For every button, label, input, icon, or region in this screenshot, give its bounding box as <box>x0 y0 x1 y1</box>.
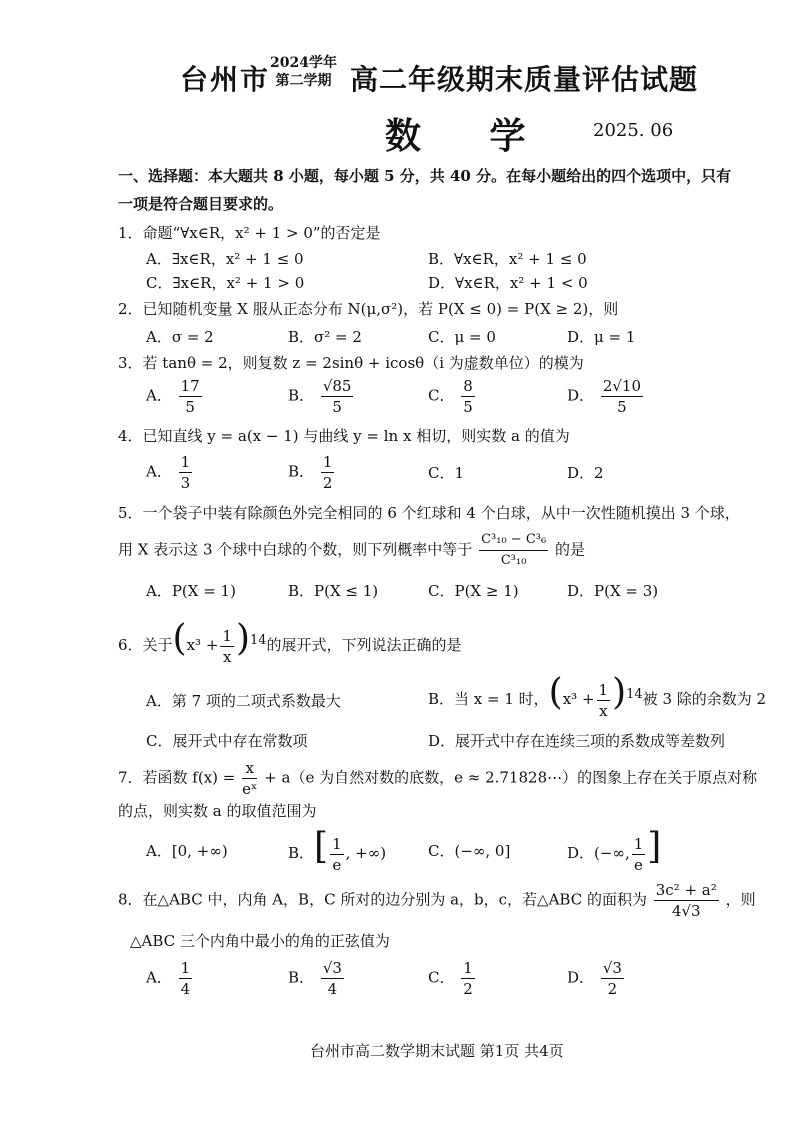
q4-option-a-label: A． <box>146 462 172 481</box>
q8-a-denominator: 4 <box>180 980 191 998</box>
q5-line2-post: 的是 <box>554 540 585 559</box>
q7-stem <box>118 758 757 799</box>
q7-fraction <box>242 758 257 799</box>
q3-a-denominator: 5 <box>185 398 195 416</box>
q4-stem: 4．已知直线 y = a(x − 1) 与曲线 y = ln x 相切，则实数 a 的值为 <box>118 427 570 445</box>
q6-option-d: D．展开式中存在连续三项的系数成等差数列 <box>428 732 726 750</box>
q5-line1: 5．一个袋子中装有除颜色外完全相同的 6 个红球和 4 个白球，从中一次性随机摸出 3 个球， <box>118 504 740 522</box>
q8-d-numerator: √3 <box>602 959 622 977</box>
q3-option-a-label: A． <box>146 386 172 405</box>
q8-option-b-fraction <box>321 958 344 999</box>
q4-option-b <box>288 452 336 493</box>
q3-b-numerator: √85 <box>322 377 352 395</box>
q8-option-d-fraction <box>601 958 624 999</box>
q8-denominator: 4√3 <box>671 902 701 920</box>
q3-option-c-fraction <box>461 376 475 417</box>
q6-paren-right: ) <box>235 618 250 659</box>
q2-option-d: D．μ = 1 <box>567 328 636 346</box>
q8-option-c-label: C． <box>428 968 455 987</box>
q2-option-c: C．μ = 0 <box>428 328 496 346</box>
q3-c-denominator: 5 <box>463 398 473 416</box>
q8-d-denominator: 2 <box>607 980 618 998</box>
q8-line2: △ABC 三个内角中最小的角的正弦值为 <box>130 932 390 950</box>
q8-option-a <box>146 958 194 999</box>
page-footer: 台州市高二数学期末试题 第1页 共4页 <box>310 1042 564 1060</box>
q6-option-b-pre: B．当 x = 1 时， <box>428 690 549 708</box>
q3-option-c <box>428 376 477 417</box>
q8-fraction <box>654 880 719 921</box>
q8-option-a-fraction <box>179 958 193 999</box>
q2-option-a: A．σ = 2 <box>146 328 214 346</box>
q7-d-denominator: e <box>634 855 643 874</box>
q6-post: 的展开式，下列说法正确的是 <box>266 636 462 654</box>
q5-option-c: C．P(X ≥ 1) <box>428 582 519 600</box>
q4-b-denominator: 2 <box>322 474 333 492</box>
q6-b-x3: x³ + <box>562 690 595 708</box>
q3-b-denominator: 5 <box>332 398 342 416</box>
q3-option-b-label: B． <box>288 386 315 405</box>
subject-title: 数 学 <box>385 115 554 157</box>
q7-option-d <box>567 826 661 875</box>
q7-b-bracket-left: [ <box>314 826 329 867</box>
q5-fraction-denominator: C³₁₀ <box>500 553 527 568</box>
q4-b-numerator: 1 <box>322 453 333 471</box>
q4-a-denominator: 3 <box>180 474 191 492</box>
q6-paren-left: ( <box>172 618 187 659</box>
q6-b-denominator: x <box>599 701 608 720</box>
q1-stem: 1．命题“∀x∈R，x² + 1 > 0”的否定是 <box>118 224 381 242</box>
q7-option-c: C．(−∞, 0] <box>428 842 511 860</box>
q7-b-right: , +∞) <box>345 844 387 862</box>
q8-c-numerator: 1 <box>463 959 473 977</box>
q8-option-a-label: A． <box>146 968 172 987</box>
q7-numerator: x <box>242 758 257 779</box>
header-year-line2: 第二学期 <box>275 73 332 89</box>
q3-option-c-label: C． <box>428 386 455 405</box>
q1-option-d: D．∀x∈R，x² + 1 < 0 <box>428 274 588 292</box>
q7-post: + a（e 为自然对数的底数，e ≈ 2.71828⋯）的图象上存在关于原点对称 <box>264 768 758 787</box>
q6-exponent: 14 <box>250 633 267 648</box>
q6-x3: x³ + <box>186 636 219 654</box>
q7-d-bracket-right: ] <box>647 826 662 867</box>
q3-option-a <box>146 376 204 417</box>
q8-option-b-label: B． <box>288 968 315 987</box>
q6-pre: 6．关于 <box>118 636 173 654</box>
q5-option-d: D．P(X = 3) <box>567 582 659 600</box>
q3-d-denominator: 5 <box>617 398 627 416</box>
q7-option-b <box>288 826 386 875</box>
q5-fraction-numerator: C³₁₀ − C³₆ <box>479 530 548 551</box>
q8-b-denominator: 4 <box>327 980 338 998</box>
section-heading-line2: 一项是符合题目要求的。 <box>118 195 284 213</box>
q7-denominator: eˣ <box>242 780 258 798</box>
q7-b-label: B． <box>288 844 315 862</box>
q6-denominator: x <box>222 647 232 666</box>
q6-b-numerator: 1 <box>598 680 609 699</box>
q2-option-b: B．σ² = 2 <box>288 328 362 346</box>
exam-date: 2025. 06 <box>593 120 674 141</box>
q5-option-b: B．P(X ≤ 1) <box>288 582 379 600</box>
q5-line2 <box>118 530 585 571</box>
q3-option-a-fraction <box>179 376 202 417</box>
q2-stem: 2．已知随机变量 X 服从正态分布 N(μ,σ²)，若 P(X ≤ 0) = P(X ≥ 2)，则 <box>118 300 619 318</box>
q3-option-d-fraction <box>601 376 643 417</box>
q4-option-c: C．1 <box>428 464 465 482</box>
q6-b-exponent: 14 <box>626 687 643 702</box>
header-year <box>270 54 337 90</box>
q7-b-numerator: 1 <box>332 834 342 853</box>
q8-stem <box>118 880 756 921</box>
q5-fraction <box>479 530 548 571</box>
q6-option-b <box>428 672 766 721</box>
section-heading-line1: 一、选择题：本大题共 8 小题，每小题 5 分，共 40 分。在每小题给出的四个选项中，只有 <box>118 167 732 185</box>
q8-c-denominator: 2 <box>463 980 473 998</box>
q4-option-d: D．2 <box>567 464 604 482</box>
q3-option-d <box>567 376 645 417</box>
q7-b-fraction <box>330 834 344 875</box>
q7-d-fraction <box>632 834 646 875</box>
q7-b-denominator: e <box>332 855 342 874</box>
q8-post: ，则 <box>725 890 756 909</box>
q7-d-left: (−∞, <box>594 844 630 862</box>
q3-c-numerator: 8 <box>463 377 473 395</box>
q6-b-fraction <box>597 680 611 721</box>
q4-a-numerator: 1 <box>180 453 191 471</box>
q7-line2: 的点，则实数 a 的取值范围为 <box>118 802 317 820</box>
q8-option-b <box>288 958 346 999</box>
q8-numerator: 3c² + a² <box>655 881 717 899</box>
header-city: 台州市 <box>180 63 271 96</box>
q6-option-b-post: 被 3 除的余数为 2 <box>642 690 767 708</box>
q8-option-c-fraction <box>461 958 475 999</box>
header-year-line1: 2024学年 <box>270 55 337 71</box>
q5-option-a: A．P(X = 1) <box>146 582 236 600</box>
q3-stem: 3．若 tanθ = 2，则复数 z = 2sinθ + icosθ（i 为虚数单位）的模为 <box>118 354 584 372</box>
q6-b-paren-right: ) <box>612 672 627 713</box>
q3-option-b <box>288 376 355 417</box>
q4-option-b-label: B． <box>288 462 315 481</box>
q4-option-b-fraction <box>321 452 335 493</box>
q8-pre: 8．在△ABC 中，内角 A，B，C 所对的边分别为 a，b，c，若△ABC 的面积为 <box>118 890 647 909</box>
q6-option-a: A．第 7 项的二项式系数最大 <box>146 692 341 710</box>
q8-b-numerator: √3 <box>322 959 342 977</box>
q1-option-c: C．∃x∈R，x² + 1 > 0 <box>146 274 305 292</box>
q7-d-label: D． <box>567 844 595 862</box>
q5-line2-pre: 用 X 表示这 3 个球中白球的个数，则下列概率中等于 <box>118 540 473 559</box>
header-title: 高二年级期末质量评估试题 <box>350 63 699 96</box>
q6-numerator: 1 <box>222 626 232 645</box>
q6-fraction <box>220 626 234 667</box>
q6-stem <box>118 618 462 667</box>
q7-d-numerator: 1 <box>633 834 644 853</box>
q4-option-a-fraction <box>179 452 193 493</box>
q8-option-d <box>567 958 626 999</box>
q3-option-b-fraction <box>321 376 354 417</box>
q8-option-d-label: D． <box>567 968 595 987</box>
q7-option-a: A．[0, +∞) <box>146 842 228 860</box>
q3-a-numerator: 17 <box>180 377 200 395</box>
q3-option-d-label: D． <box>567 386 595 405</box>
q4-option-a <box>146 452 194 493</box>
q1-option-a: A．∃x∈R，x² + 1 ≤ 0 <box>146 250 304 268</box>
q7-pre: 7．若函数 f(x) = <box>118 768 236 787</box>
q1-option-b: B．∀x∈R，x² + 1 ≤ 0 <box>428 250 587 268</box>
q8-a-numerator: 1 <box>180 959 191 977</box>
q8-option-c <box>428 958 477 999</box>
q6-option-c: C．展开式中存在常数项 <box>146 732 308 750</box>
q3-d-numerator: 2√10 <box>602 377 642 395</box>
q6-b-paren-left: ( <box>548 672 563 713</box>
